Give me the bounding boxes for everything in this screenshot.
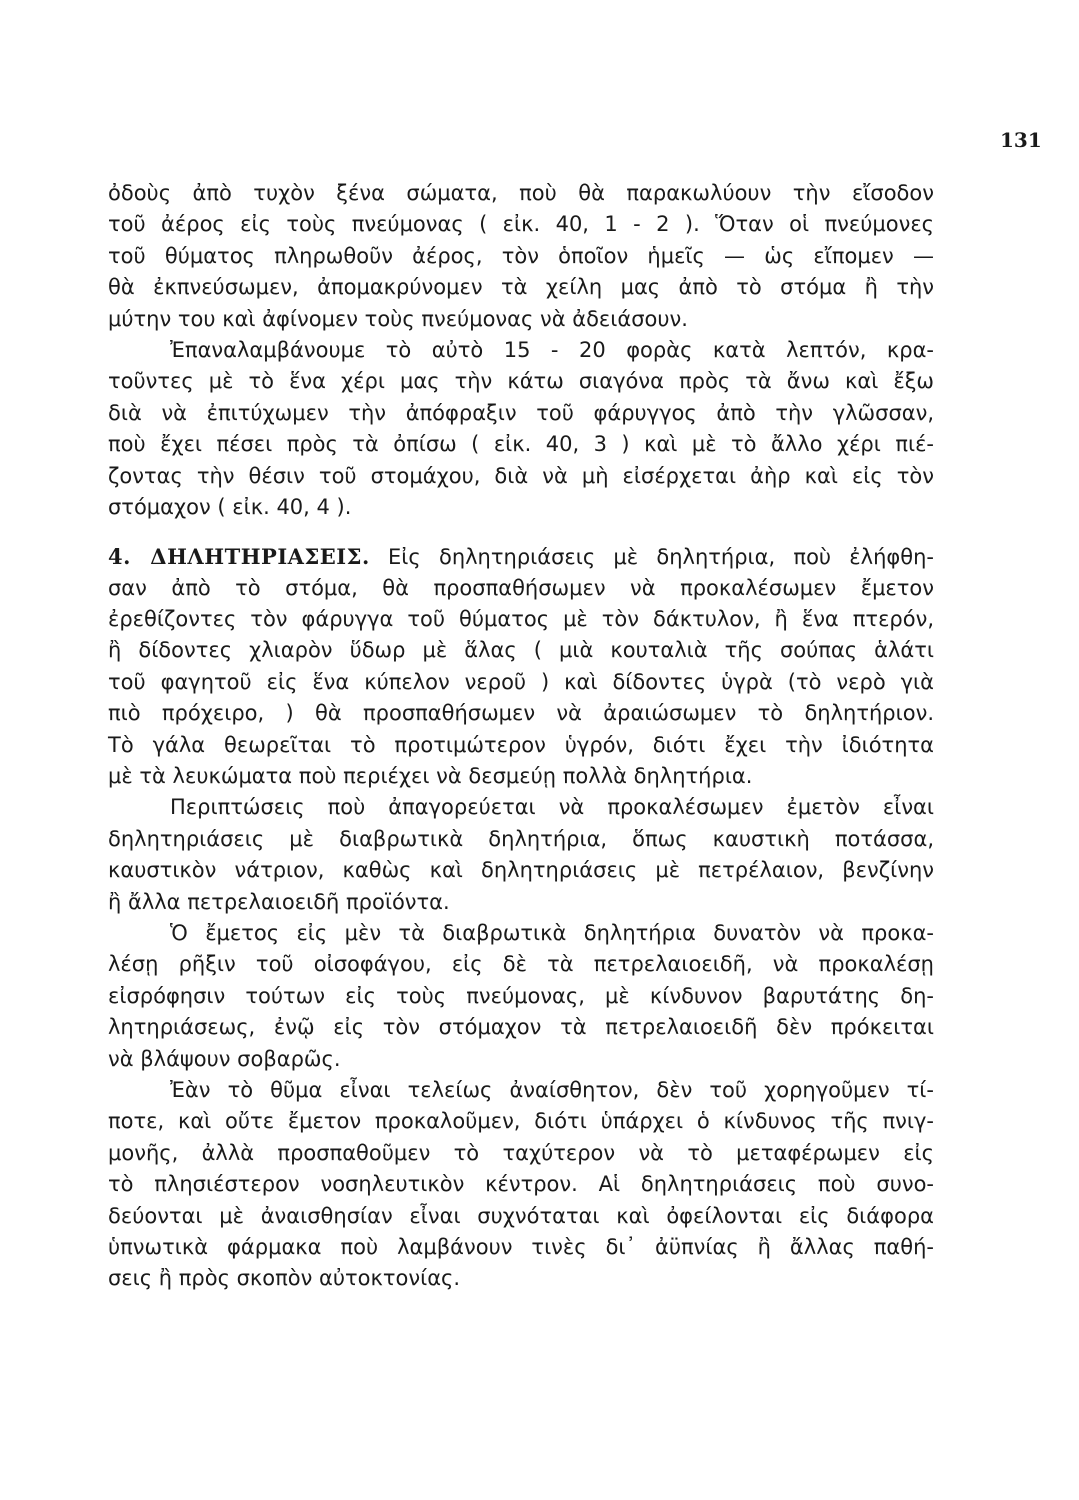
text-line [108, 541, 934, 572]
section-poisonings [108, 541, 934, 792]
section-gap [108, 523, 934, 541]
text-line: ὑπνωτικὰ φάρμακα ποὺ λαμβάνουν τινὲς δι᾿ ἀϋπνίας ἢ ἄλλας παθή- [108, 1234, 934, 1259]
text-line: λέσῃ ρῆξιν τοῦ οἰσοφάγου, εἰς δὲ τὰ πετρελαιοειδῆ, νὰ προκαλέσῃ [108, 952, 934, 977]
text-line: τὸ πλησιέστερον νοσηλευτικὸν κέντρον. Αἱ δηλητηριάσεις ποὺ συνο- [108, 1172, 934, 1197]
text-line: διὰ νὰ ἐπιτύχωμεν τὴν ἀπόφραξιν τοῦ φάρυγγος ἀπὸ τὴν γλῶσσαν, [108, 400, 934, 425]
body-text [108, 178, 934, 1295]
text-line: τοῦ ἀέρος εἰς τοὺς πνεύμονας ( εἰκ. 40, 1 - 2 ). Ὅταν οἱ πνεύμονες [108, 212, 934, 237]
paragraph [108, 1075, 934, 1295]
text-line: δεύονται μὲ ἀναισθησίαν εἶναι συχνόταται καὶ ὀφείλονται εἰς διάφορα [108, 1203, 934, 1228]
text-line: Ἐπαναλαμβάνουμε τὸ αὐτὸ 15 - 20 φορὰς κατὰ λεπτόν, κρα- [170, 337, 934, 362]
text-line: ποτε, καὶ οὔτε ἔμετον προκαλοῦμεν, διότι ὑπάρχει ὁ κίνδυνος τῆς πνιγ- [108, 1109, 934, 1134]
text-line: Ἐὰν τὸ θῦμα εἶναι τελείως ἀναίσθητον, δὲν τοῦ χορηγοῦμεν τί- [170, 1077, 934, 1102]
text-line: Ὁ ἔμετος εἰς μὲν τὰ διαβρωτικὰ δηλητήρια δυνατὸν νὰ προκα- [170, 920, 934, 945]
text-line: Τὸ γάλα θεωρεῖται τὸ προτιμώτερον ὑγρόν, διότι ἔχει τὴν ἰδιότητα [108, 732, 934, 757]
section-heading: 4. ΔΗΛΗΤΗΡΙΑΣΕΙΣ. [108, 544, 370, 570]
paragraph [108, 178, 934, 335]
text-line: ζοντας τὴν θέσιν τοῦ στομάχου, διὰ νὰ μὴ εἰσέρχεται ἀὴρ καὶ εἰς τὸν [108, 463, 934, 488]
text-line: στόμαχον ( εἰκ. 40, 4 ). [108, 494, 352, 519]
text-line: εἰσρόφησιν τούτων εἰς τοὺς πνεύμονας, μὲ κίνδυνον βαρυτάτης δη- [108, 983, 934, 1008]
paragraph [108, 918, 934, 1075]
text-line: λητηριάσεως, ἐνῷ εἰς τὸν στόμαχον τὰ πετρελαιοειδῆ δὲν πρόκειται [108, 1015, 934, 1040]
text-line: τοῦ φαγητοῦ εἰς ἕνα κύπελον νεροῦ ) καὶ δίδοντες ὑγρὰ (τὸ νερὸ γιὰ [108, 669, 934, 694]
text-line: Περιπτώσεις ποὺ ἀπαγορεύεται νὰ προκαλέσωμεν ἐμετὸν εἶναι [170, 795, 934, 820]
text-line: ποὺ ἔχει πέσει πρὸς τὰ ὀπίσω ( εἰκ. 40, 3 ) καὶ μὲ τὸ ἄλλο χέρι πιέ- [108, 432, 934, 457]
text-line: ὀδοὺς ἀπὸ τυχὸν ξένα σώματα, ποὺ θὰ παρακωλύουν τὴν εἴσοδον [108, 181, 934, 205]
text-line: ἢ ἄλλα πετρελαιοειδῆ προϊόντα. [108, 889, 450, 914]
text-line: μύτην του καὶ ἀφίνομεν τοὺς πνεύμονας νὰ ἀδειάσουν. [108, 306, 688, 331]
text-line: σαν ἀπὸ τὸ στόμα, θὰ προσπαθήσωμεν νὰ προκαλέσωμεν ἔμετον [108, 575, 934, 600]
text-line: τοῦντες μὲ τὸ ἕνα χέρι μας τὴν κάτω σιαγόνα πρὸς τὰ ἄνω καὶ ἔξω [108, 369, 934, 394]
text-line: σεις ἢ πρὸς σκοπὸν αὐτοκτονίας. [108, 1266, 461, 1291]
paragraph [108, 792, 934, 918]
text-line: καυστικὸν νάτριον, καθὼς καὶ δηλητηριάσεις μὲ πετρέλαιον, βενζίνην [108, 858, 934, 883]
text-line: θὰ ἐκπνεύσωμεν, ἀπομακρύνομεν τὰ χείλη μας ἀπὸ τὸ στόμα ἢ τὴν [108, 275, 934, 300]
text-line: πιὸ πρόχειρο, ) θὰ προσπαθήσωμεν νὰ ἀραιώσωμεν τὸ δηλητήριον. [108, 701, 934, 726]
text-line: τοῦ θύματος πληρωθοῦν ἀέρος, τὸν ὁποῖον ἡμεῖς — ὡς εἴπομεν — [108, 243, 934, 268]
heading-line-text: Εἰς δηλητηριάσεις μὲ δηλητήρια, ποὺ ἐλήφθη- [388, 545, 934, 570]
paragraph [108, 335, 934, 523]
text-line: μὲ τὰ λευκώματα ποὺ περιέχει νὰ δεσμεύῃ πολλὰ δηλητήρια. [108, 764, 753, 789]
text-line: ἢ δίδοντες χλιαρὸν ὕδωρ μὲ ἅλας ( μιὰ κουταλιὰ τῆς σούπας ἁλάτι [108, 638, 934, 663]
text-line: ἐρεθίζοντες τὸν φάρυγγα τοῦ θύματος μὲ τὸν δάκτυλον, ἢ ἕνα πτερόν, [108, 607, 934, 632]
text-line: δηλητηριάσεις μὲ διαβρωτικὰ δηλητήρια, ὅπως καυστικὴ ποτάσσα, [108, 826, 934, 851]
page-number: 131 [1000, 128, 1042, 152]
text-line: μονῆς, ἀλλὰ προσπαθοῦμεν τὸ ταχύτερον νὰ τὸ μεταφέρωμεν εἰς [108, 1140, 934, 1165]
text-line: νὰ βλάψουν σοβαρῶς. [108, 1046, 341, 1071]
